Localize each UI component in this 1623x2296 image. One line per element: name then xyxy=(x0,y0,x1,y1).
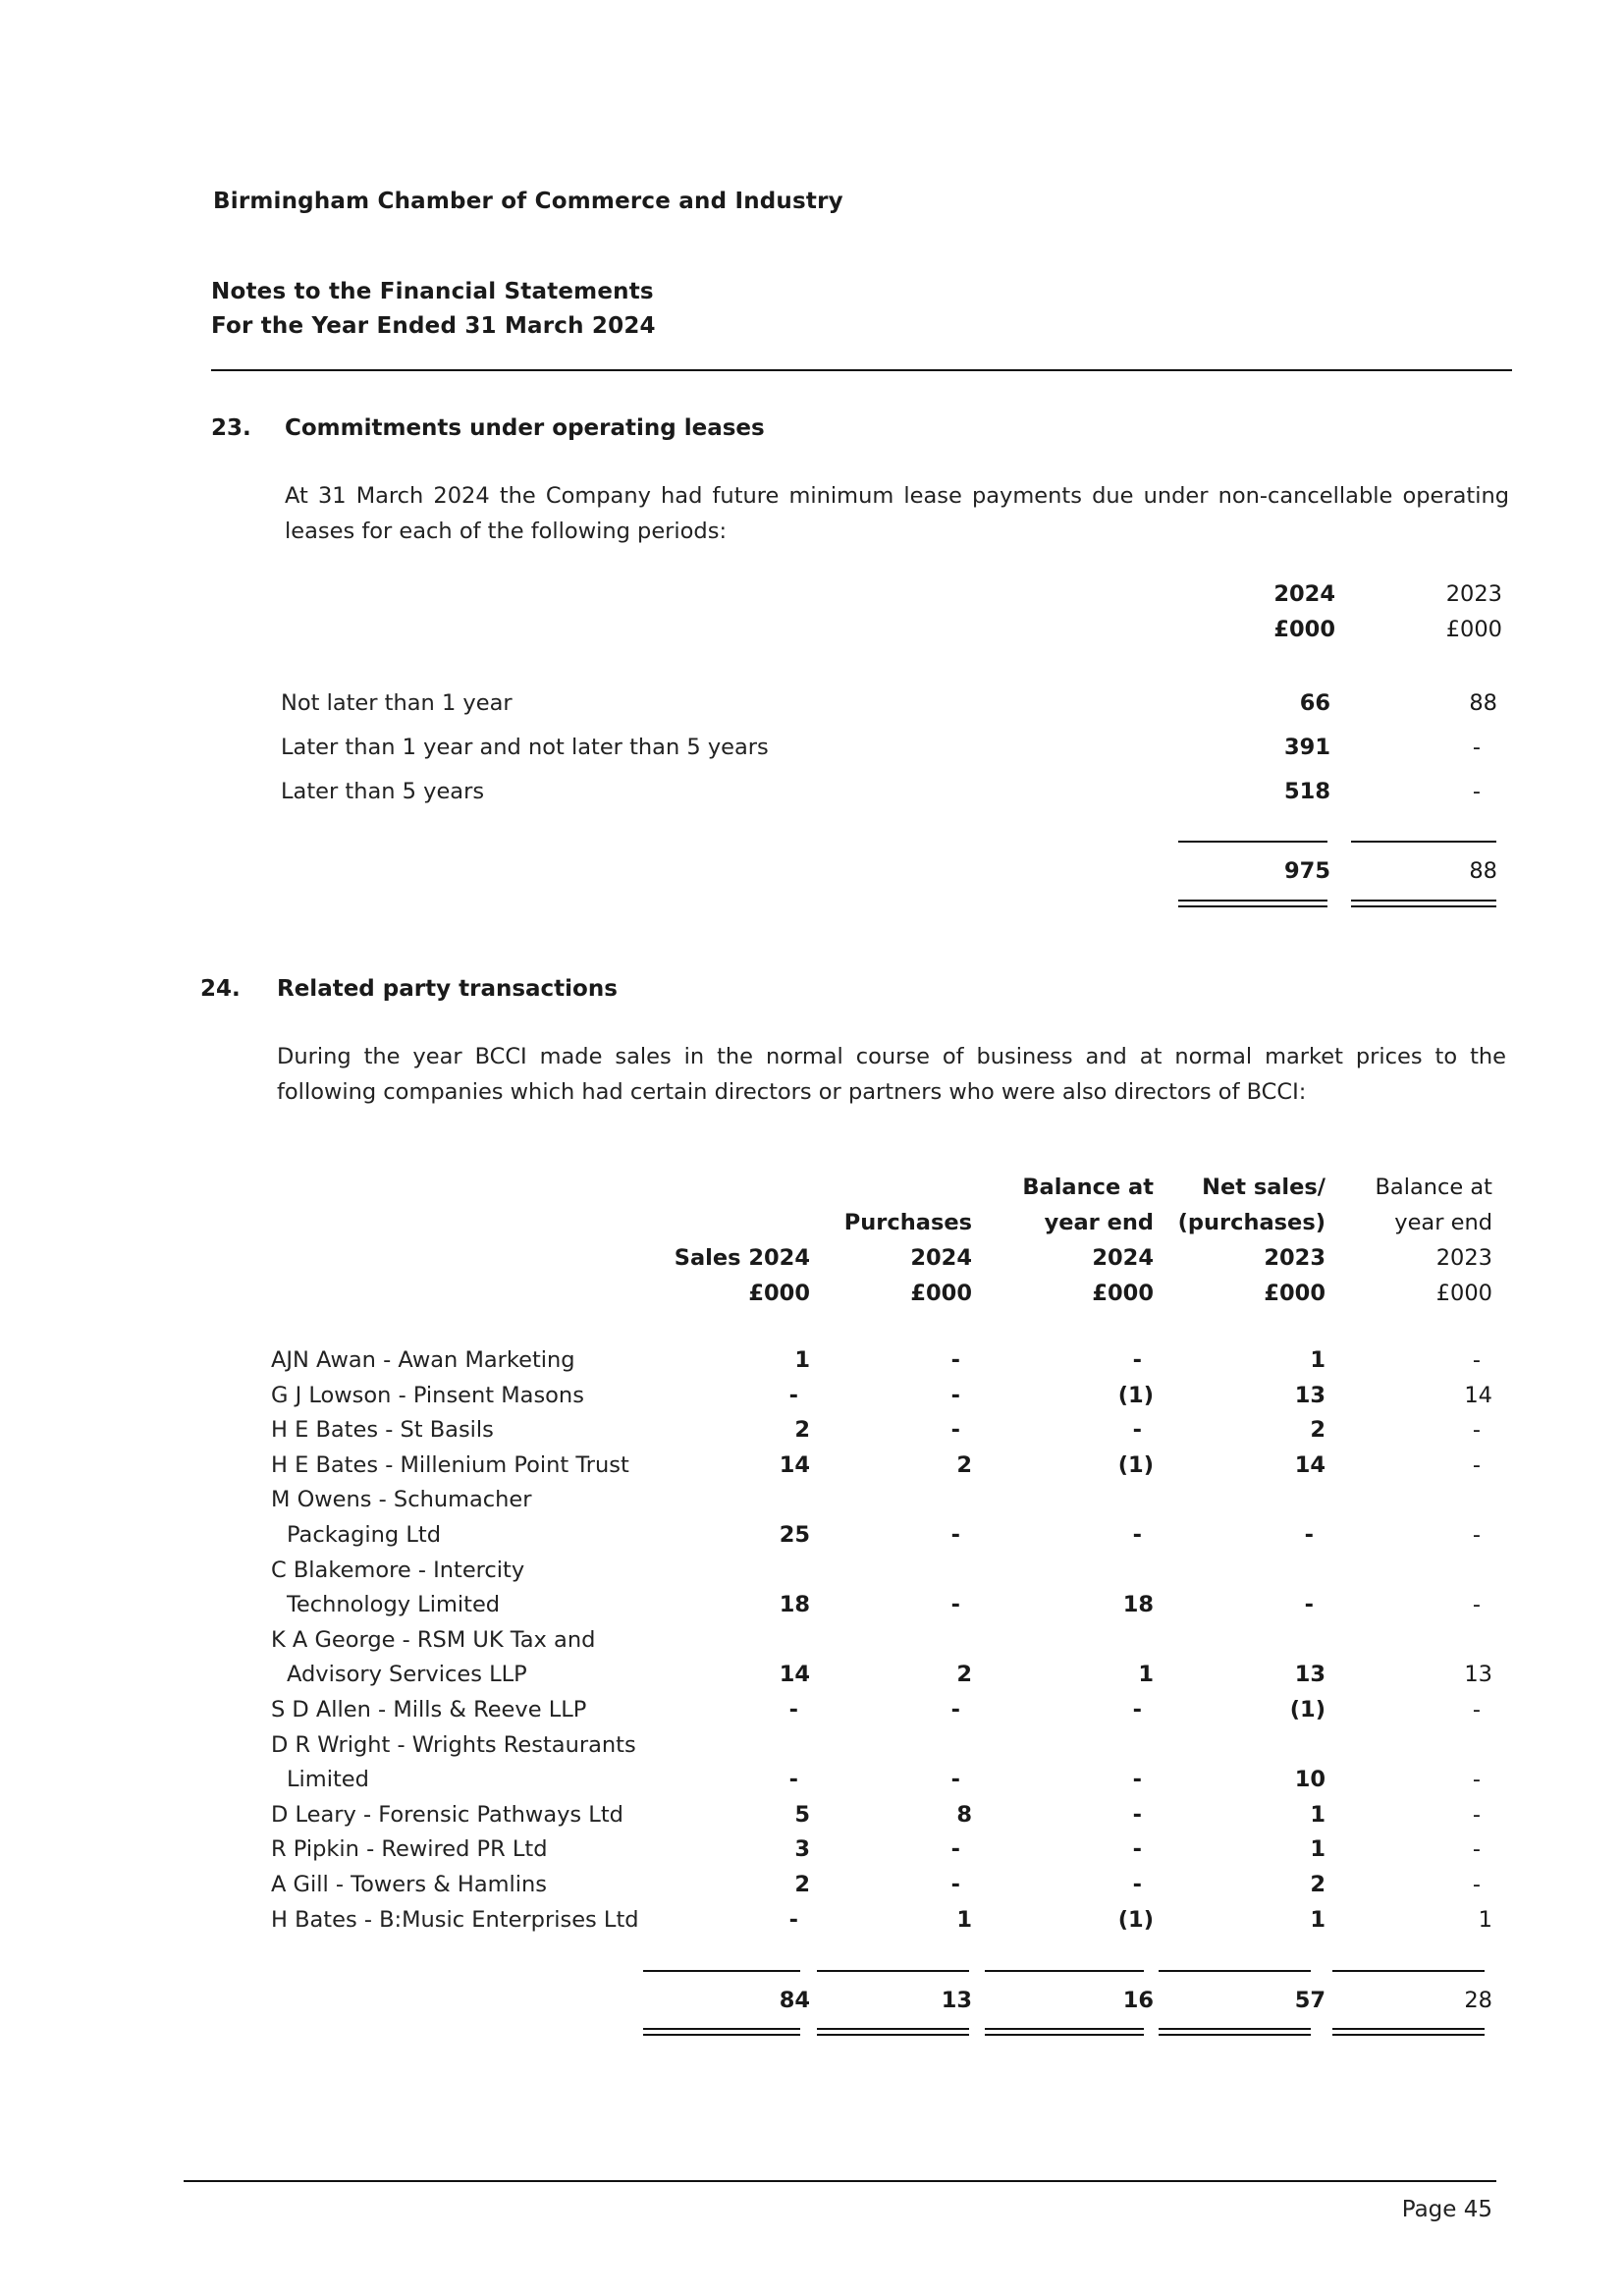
table-cell: - xyxy=(1132,1347,1142,1373)
table-cell: - xyxy=(1472,1836,1481,1863)
column-header: Balance at xyxy=(1022,1175,1154,1200)
table-cell: - xyxy=(1132,1836,1142,1863)
party-name: R Pipkin - Rewired PR Ltd xyxy=(271,1836,548,1863)
table-cell: - xyxy=(788,1767,798,1793)
party-name: D Leary - Forensic Pathways Ltd xyxy=(271,1801,623,1828)
table-cell: - xyxy=(1472,1347,1481,1373)
table-cell: - xyxy=(950,1697,960,1722)
party-name: H E Bates - Millenium Point Trust xyxy=(271,1451,629,1478)
lease-total-double-rule-2023 xyxy=(1351,900,1496,907)
note23-unit-2023: £000 xyxy=(1445,617,1502,642)
party-name: S D Allen - Mills & Reeve LLP xyxy=(271,1697,587,1722)
note23-title: Commitments under operating leases xyxy=(285,415,765,441)
table-cell: 18 xyxy=(779,1592,810,1618)
table-cell: 1 xyxy=(1310,1906,1325,1933)
subtotal-rule xyxy=(985,1970,1144,1972)
table-cell: 1 xyxy=(1310,1801,1325,1828)
table-cell: - xyxy=(950,1417,960,1444)
column-header: £000 xyxy=(1092,1281,1154,1306)
table-cell: - xyxy=(950,1347,960,1373)
table-cell: - xyxy=(1472,1522,1481,1548)
table-cell: - xyxy=(1132,1872,1142,1897)
table-cell: 2 xyxy=(794,1417,810,1444)
column-header: £000 xyxy=(1264,1281,1325,1306)
table-cell: (1) xyxy=(1117,1451,1154,1478)
table-cell: 14 xyxy=(779,1451,810,1478)
table-cell: - xyxy=(1132,1522,1142,1548)
party-name-continued: Limited xyxy=(287,1767,369,1793)
party-name: M Owens - Schumacher xyxy=(271,1487,532,1513)
column-header: £000 xyxy=(1435,1281,1492,1306)
column-total: 84 xyxy=(779,1988,810,2013)
party-name-continued: Technology Limited xyxy=(287,1592,501,1618)
party-name-continued: Packaging Ltd xyxy=(287,1522,442,1548)
table-cell: 14 xyxy=(779,1662,810,1688)
total-double-rule xyxy=(643,2028,800,2036)
table-cell: - xyxy=(788,1382,798,1408)
lease-subtotal-rule-2024 xyxy=(1178,841,1327,843)
table-cell: 18 xyxy=(1122,1592,1154,1618)
table-cell: - xyxy=(950,1522,960,1548)
subtotal-rule xyxy=(643,1970,800,1972)
lease-row-label: Later than 5 years xyxy=(281,779,485,804)
column-total: 16 xyxy=(1122,1988,1154,2013)
lease-row-2023: - xyxy=(1472,779,1481,804)
lease-total-2023: 88 xyxy=(1469,858,1497,884)
note23-col-2024: 2024 xyxy=(1273,581,1335,607)
header-rule xyxy=(211,369,1512,371)
table-cell: 2 xyxy=(956,1451,972,1478)
table-cell: - xyxy=(1472,1451,1481,1478)
table-cell: 13 xyxy=(1294,1382,1325,1408)
party-name: C Blakemore - Intercity xyxy=(271,1557,525,1583)
column-total: 13 xyxy=(941,1988,972,2013)
table-cell: (1) xyxy=(1117,1382,1154,1408)
lease-total-double-rule-2024 xyxy=(1178,900,1327,907)
lease-row-2024: 66 xyxy=(1299,690,1330,716)
table-cell: 25 xyxy=(779,1522,810,1548)
column-header: Purchases xyxy=(843,1210,972,1235)
table-cell: 13 xyxy=(1294,1662,1325,1688)
table-cell: (1) xyxy=(1117,1906,1154,1933)
table-cell: - xyxy=(950,1872,960,1897)
table-cell: 2 xyxy=(1310,1872,1325,1897)
table-cell: - xyxy=(1132,1697,1142,1722)
party-name-continued: Advisory Services LLP xyxy=(287,1662,527,1688)
party-name: H Bates - B:Music Enterprises Ltd xyxy=(271,1906,639,1933)
period-title: For the Year Ended 31 March 2024 xyxy=(211,313,656,339)
table-cell: - xyxy=(1304,1522,1314,1548)
total-double-rule xyxy=(985,2028,1144,2036)
lease-row-2023: 88 xyxy=(1469,690,1497,716)
lease-row-2024: 391 xyxy=(1284,735,1330,760)
party-name: AJN Awan - Awan Marketing xyxy=(271,1347,575,1373)
table-cell: - xyxy=(1132,1417,1142,1444)
table-cell: - xyxy=(788,1697,798,1722)
column-total: 57 xyxy=(1294,1988,1325,2013)
table-cell: 1 xyxy=(1310,1347,1325,1373)
column-header: £000 xyxy=(910,1281,972,1306)
table-cell: 1 xyxy=(956,1906,972,1933)
column-header: year end xyxy=(1394,1210,1492,1235)
note23-unit-2024: £000 xyxy=(1273,617,1335,642)
column-header: Sales 2024 xyxy=(674,1245,810,1271)
table-cell: - xyxy=(950,1767,960,1793)
table-cell: 1 xyxy=(1478,1906,1492,1933)
table-cell: - xyxy=(950,1592,960,1618)
column-header: (purchases) xyxy=(1177,1210,1325,1235)
table-cell: - xyxy=(788,1906,798,1933)
table-cell: - xyxy=(950,1382,960,1408)
total-double-rule xyxy=(1332,2028,1485,2036)
footer-rule xyxy=(184,2180,1496,2182)
table-cell: 2 xyxy=(1310,1417,1325,1444)
table-cell: 1 xyxy=(1310,1836,1325,1863)
table-cell: 3 xyxy=(794,1836,810,1863)
lease-row-label: Later than 1 year and not later than 5 years xyxy=(281,735,769,760)
note24-number: 24. xyxy=(200,976,241,1002)
lease-row-2023: - xyxy=(1472,735,1481,760)
table-cell: 14 xyxy=(1464,1382,1492,1408)
column-header: 2024 xyxy=(910,1245,972,1271)
party-name: A Gill - Towers & Hamlins xyxy=(271,1872,548,1897)
subtotal-rule xyxy=(1159,1970,1311,1972)
table-cell: - xyxy=(1472,1592,1481,1618)
table-cell: - xyxy=(1132,1801,1142,1828)
column-header: Net sales/ xyxy=(1202,1175,1325,1200)
note23-intro: At 31 March 2024 the Company had future minimum lease payments due under non-cancellable operating leases for each of the following periods: xyxy=(285,483,1509,544)
table-cell: (1) xyxy=(1289,1697,1325,1722)
column-header: 2024 xyxy=(1092,1245,1154,1271)
table-cell: 8 xyxy=(956,1801,972,1828)
column-header: 2023 xyxy=(1435,1245,1492,1271)
table-cell: - xyxy=(1472,1697,1481,1722)
party-name: K A George - RSM UK Tax and xyxy=(271,1626,596,1653)
page-number: Page 45 xyxy=(1401,2197,1492,2222)
table-cell: - xyxy=(1472,1872,1481,1897)
column-header: Balance at xyxy=(1375,1175,1492,1200)
column-header: £000 xyxy=(748,1281,810,1306)
column-total: 28 xyxy=(1464,1988,1492,2013)
total-double-rule xyxy=(1159,2028,1311,2036)
table-cell: - xyxy=(1132,1767,1142,1793)
table-cell: 10 xyxy=(1294,1767,1325,1793)
lease-subtotal-rule-2023 xyxy=(1351,841,1496,843)
table-cell: 14 xyxy=(1294,1451,1325,1478)
party-name: G J Lowson - Pinsent Masons xyxy=(271,1382,584,1408)
table-cell: - xyxy=(1472,1767,1481,1793)
table-cell: 2 xyxy=(794,1872,810,1897)
note23-col-2023: 2023 xyxy=(1445,581,1502,607)
table-cell: - xyxy=(1304,1592,1314,1618)
table-cell: 1 xyxy=(1138,1662,1154,1688)
lease-total-2024: 975 xyxy=(1284,858,1330,884)
table-cell: - xyxy=(950,1836,960,1863)
subtotal-rule xyxy=(817,1970,969,1972)
table-cell: - xyxy=(1472,1801,1481,1828)
table-cell: 1 xyxy=(794,1347,810,1373)
table-cell: 2 xyxy=(956,1662,972,1688)
lease-row-2024: 518 xyxy=(1284,779,1330,804)
total-double-rule xyxy=(817,2028,969,2036)
table-cell: 13 xyxy=(1464,1662,1492,1688)
party-name: D R Wright - Wrights Restaurants xyxy=(271,1731,636,1758)
note23-number: 23. xyxy=(211,415,251,441)
subtotal-rule xyxy=(1332,1970,1485,1972)
note24-title: Related party transactions xyxy=(277,976,618,1002)
note24-intro: During the year BCCI made sales in the normal course of business and at normal market prices to the following companies which had certain directors or partners who were also directors of BCCI: xyxy=(277,1044,1506,1105)
lease-row-label: Not later than 1 year xyxy=(281,690,513,716)
notes-title: Notes to the Financial Statements xyxy=(211,279,654,304)
table-cell: - xyxy=(1472,1417,1481,1444)
column-header: year end xyxy=(1044,1210,1154,1235)
party-name: H E Bates - St Basils xyxy=(271,1417,494,1444)
organisation-name: Birmingham Chamber of Commerce and Industry xyxy=(213,189,843,214)
table-cell: 5 xyxy=(794,1801,810,1828)
column-header: 2023 xyxy=(1264,1245,1325,1271)
